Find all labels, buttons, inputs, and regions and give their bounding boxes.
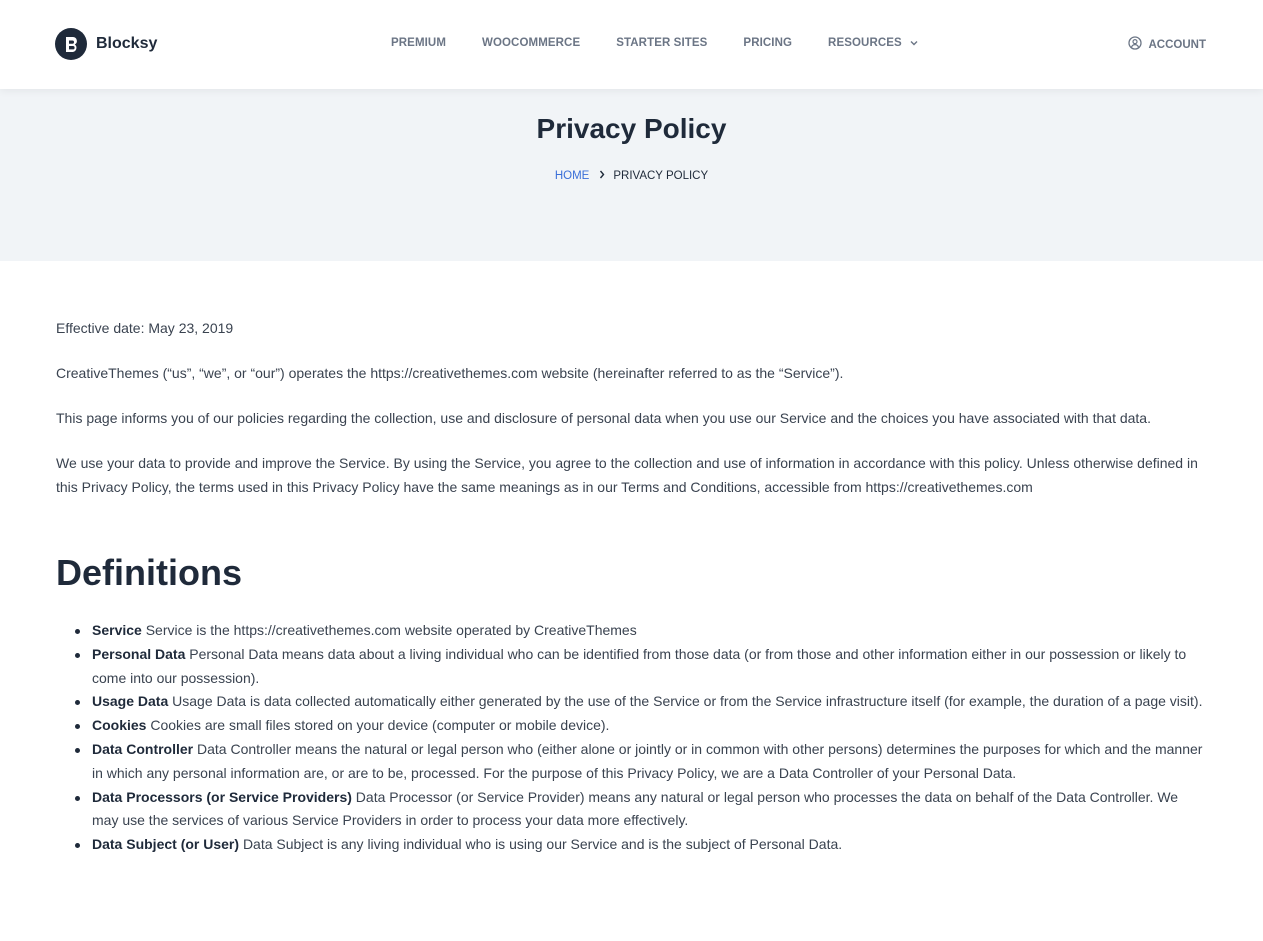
list-item bbox=[92, 619, 1206, 643]
blocksy-logo-icon bbox=[55, 28, 87, 60]
page-title: Privacy Policy bbox=[536, 113, 727, 144]
chevron-right-icon bbox=[599, 170, 605, 182]
site-logo[interactable] bbox=[55, 28, 157, 60]
definition-text: Data Processor (or Service Provider) means any natural or legal person who processes the data on behalf of the Data Controller. We may use the services of various Service Providers in order to process your data more effectively. bbox=[92, 788, 1179, 829]
definition-text: Data Subject is any living individual who is using our Service and is the subject of Personal Data. bbox=[242, 836, 843, 853]
definition-term: Cookies bbox=[92, 717, 147, 734]
main-nav bbox=[391, 37, 954, 49]
policy-scope-paragraph: This page informs you of our policies regarding the collection, use and disclosure of personal data when you use our Service and the choices you have associated with that data. bbox=[56, 410, 1151, 426]
user-circle-icon bbox=[1128, 36, 1149, 53]
data-use-paragraph: We use your data to provide and improve the Service. By using the Service, you agree to the collection and use of information in accordance with this policy. Unless otherwise defined in this Privacy Policy, the terms used in this Privacy Policy have the same meanings as in our Terms and Conditions, accessible from https://creativethemes.com bbox=[56, 455, 1198, 495]
definitions-list bbox=[56, 619, 1206, 857]
breadcrumb-current: PRIVACY POLICY bbox=[613, 170, 709, 182]
list-item bbox=[92, 786, 1206, 834]
definition-term: Usage Data bbox=[92, 693, 169, 710]
site-header bbox=[0, 0, 1263, 89]
breadcrumb-home-link[interactable]: HOME bbox=[554, 170, 590, 182]
definition-term: Data Controller bbox=[92, 740, 194, 757]
account-link[interactable] bbox=[1128, 36, 1207, 53]
nav-item-starter-sites[interactable]: STARTER SITES bbox=[616, 37, 708, 49]
intro-paragraph: CreativeThemes (“us”, “we”, or “our”) operates the https://creativethemes.com website (hereinafter referred to as the “Service”). bbox=[56, 365, 844, 381]
definition-text: Usage Data is data collected automatically either generated by the use of the Service or from the Service infrastructure itself (for example, the duration of a page visit). bbox=[172, 693, 1203, 710]
definition-text: Cookies are small files stored on your device (computer or mobile device). bbox=[150, 717, 610, 734]
nav-item-pricing[interactable]: PRICING bbox=[743, 37, 793, 49]
list-item bbox=[92, 738, 1206, 786]
effective-date: Effective date: May 23, 2019 bbox=[56, 320, 234, 336]
page-hero bbox=[0, 89, 1263, 261]
breadcrumb bbox=[0, 170, 1263, 182]
list-item bbox=[92, 690, 1206, 714]
definition-term: Data Processors (or Service Providers) bbox=[92, 788, 352, 805]
list-item bbox=[92, 714, 1206, 738]
definition-text: Service is the https://creativethemes.com website operated by CreativeThemes bbox=[145, 622, 637, 638]
brand-name: Blocksy bbox=[96, 35, 158, 52]
definition-term: Service bbox=[92, 622, 142, 638]
chevron-down-icon bbox=[910, 37, 918, 49]
nav-item-resources[interactable] bbox=[828, 37, 918, 49]
nav-item-premium[interactable]: PREMIUM bbox=[391, 37, 447, 49]
list-item bbox=[92, 833, 1206, 857]
definitions-heading: Definitions bbox=[56, 552, 242, 593]
list-item bbox=[92, 643, 1206, 691]
page-content bbox=[56, 316, 1206, 857]
nav-item-resources-label: RESOURCES bbox=[828, 37, 902, 49]
nav-item-woocommerce[interactable]: WOOCOMMERCE bbox=[482, 37, 581, 49]
definition-term: Personal Data bbox=[92, 645, 186, 662]
definition-text: Data Controller means the natural or legal person who (either alone or jointly or in common with other persons) determines the purposes for which and the manner in which any personal information are, or are to be, processed. For the purpose of this Privacy Policy, we are a Data Controller of your Personal Data. bbox=[92, 740, 1203, 781]
definition-term: Data Subject (or User) bbox=[92, 836, 240, 853]
definition-text: Personal Data means data about a living individual who can be identified from those data (or from those and other information either in our possession or likely to come into our possession). bbox=[92, 645, 1187, 686]
account-label: ACCOUNT bbox=[1148, 38, 1206, 51]
